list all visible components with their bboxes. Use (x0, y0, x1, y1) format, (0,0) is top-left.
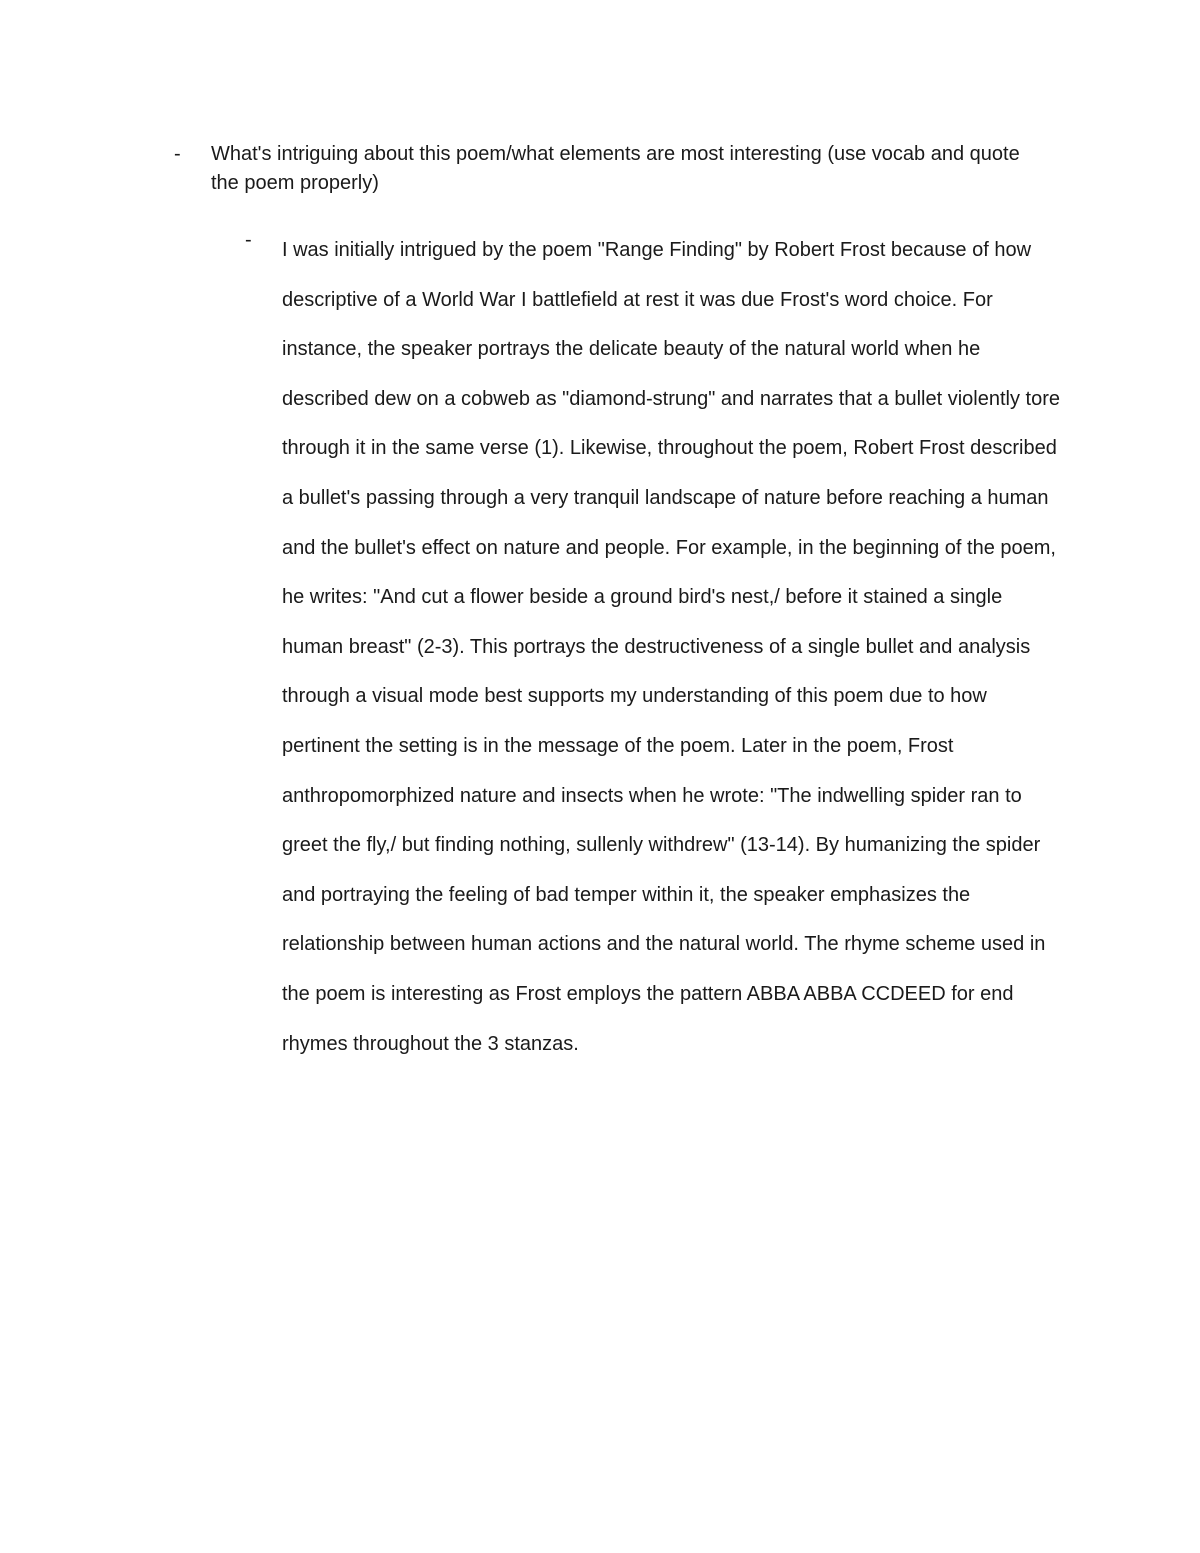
outline-item-question (174, 140, 1054, 198)
outline-item-response (245, 226, 1065, 1069)
bullet-dash: - (174, 143, 181, 165)
bullet-dash: - (245, 229, 252, 251)
response-paragraph: I was initially intrigued by the poem "Range Finding" by Robert Frost because of how descriptive of a World War I battlefield at rest it was due Frost's word choice. For instance, the speaker portrays the delicate beauty of the natural world when he described dew on a cobweb as "diamond-strung" and narrates that a bullet violently tore through it in the same verse (1). Likewise, throughout the poem, Robert Frost described a bullet's passing through a very tranquil landscape of nature before reaching a human and the bullet's effect on nature and people. For example, in the beginning of the poem, he writes: "And cut a flower beside a ground bird's nest,/ before it stained a single human breast" (2-3). This portrays the destructiveness of a single bullet and analysis through a visual mode best supports my understanding of this poem due to how pertinent the setting is in the message of the poem. Later in the poem, Frost anthropomorphized nature and insects when he wrote: "The indwelling spider ran to greet the fly,/ but finding nothing, sullenly withdrew" (13-14). By humanizing the spider and portraying the feeling of bad temper within it, the speaker emphasizes the relationship between human actions and the natural world. The rhyme scheme used in the poem is interesting as Frost employs the pattern ABBA ABBA CCDEED for end rhymes throughout the 3 stanzas. (282, 239, 1060, 1055)
question-text: What's intriguing about this poem/what elements are most interesting (use vocab and quote the poem properly) (211, 143, 1020, 194)
